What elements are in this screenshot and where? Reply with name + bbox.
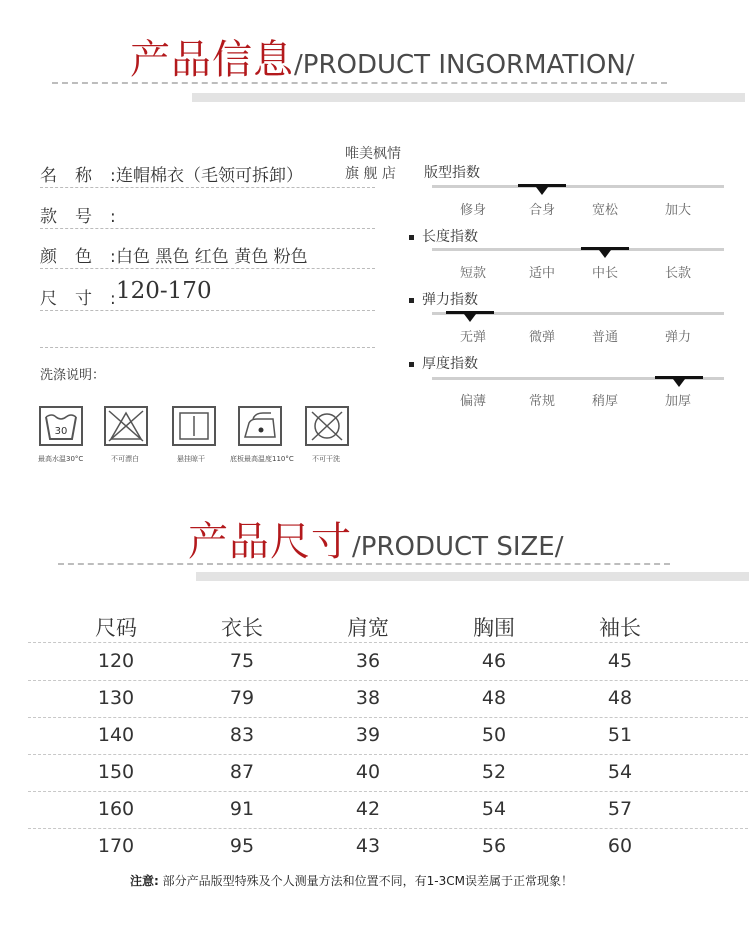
- table-row-divider: [28, 717, 748, 718]
- table-cell: 48: [607, 687, 633, 709]
- no-dry-clean-icon: [304, 405, 350, 447]
- scale-option: 偏薄: [459, 394, 486, 409]
- info-title: [130, 28, 635, 85]
- table-cell: 83: [229, 724, 255, 746]
- table-cell: 52: [481, 761, 507, 783]
- size-title-cn: 产品尺寸: [188, 519, 352, 565]
- table-cell: 43: [355, 835, 381, 857]
- title-dash-divider: [58, 563, 670, 565]
- scale-title-fit: 版型指数: [424, 165, 480, 181]
- table-row: [0, 724, 750, 748]
- info-title-cn: 产品信息: [130, 37, 294, 83]
- scale-track: [432, 248, 724, 251]
- table-row-divider: [28, 642, 748, 643]
- bullet-icon: [409, 362, 414, 367]
- info-value: 120-170: [116, 278, 212, 304]
- scale-option: 普通: [591, 330, 618, 345]
- table-row-divider: [28, 680, 748, 681]
- wash-caption: 不可干洗: [312, 455, 340, 463]
- title-gray-band: [192, 93, 745, 102]
- table-row-divider: [28, 754, 748, 755]
- scale-pointer-icon: [536, 187, 548, 195]
- wash-title: 洗涤说明：: [40, 368, 106, 383]
- info-value: 连帽棉衣（毛领可拆卸）: [116, 166, 303, 186]
- table-row: [0, 650, 750, 674]
- table-row: [0, 687, 750, 711]
- table-cell: 38: [355, 687, 381, 709]
- bullet-icon: [409, 298, 414, 303]
- table-cell: 36: [355, 650, 381, 672]
- shop-name-line1: 唯美枫情: [345, 146, 401, 162]
- info-divider: [40, 347, 375, 348]
- table-header-chest: 胸围: [473, 616, 515, 640]
- scale-pointer-icon: [599, 250, 611, 258]
- table-cell: 40: [355, 761, 381, 783]
- table-row-divider: [28, 828, 748, 829]
- scale-option: 中长: [591, 266, 618, 281]
- table-cell: 56: [481, 835, 507, 857]
- scale-pointer-icon: [673, 379, 685, 387]
- scale-option: 加厚: [664, 394, 691, 409]
- no-bleach-icon: [103, 405, 149, 447]
- table-cell: 54: [607, 761, 633, 783]
- table-cell: 75: [229, 650, 255, 672]
- scale-option: 短款: [459, 266, 486, 281]
- wash-caption: 悬挂晾干: [177, 455, 205, 463]
- table-cell: 130: [97, 687, 135, 709]
- shop-name-line2: 旗 舰 店: [345, 166, 396, 182]
- scale-option: 加大: [664, 203, 691, 218]
- info-row-size: [40, 280, 375, 311]
- table-cell: 54: [481, 798, 507, 820]
- info-title-en: /PRODUCT INGORMATION/: [294, 50, 635, 80]
- iron-icon: [237, 405, 283, 447]
- size-title: [188, 510, 564, 567]
- table-header-size: 尺码: [95, 616, 137, 640]
- table-cell: 79: [229, 687, 255, 709]
- info-row-name: [40, 157, 375, 188]
- table-cell: 60: [607, 835, 633, 857]
- scale-option: 适中: [528, 266, 555, 281]
- shop-name: [345, 144, 401, 184]
- scale-title-length: 长度指数: [409, 226, 478, 246]
- scale-option: 长款: [664, 266, 691, 281]
- info-row-colors: [40, 238, 375, 269]
- table-cell: 57: [607, 798, 633, 820]
- size-note: [130, 872, 573, 889]
- table-cell: 87: [229, 761, 255, 783]
- table-cell: 120: [97, 650, 135, 672]
- scale-option: 宽松: [591, 203, 618, 218]
- table-row: [0, 798, 750, 822]
- table-row-divider: [28, 791, 748, 792]
- size-note-text: 部分产品版型特殊及个人测量方法和位置不同，有1-3CM误差属于正常现象！: [158, 874, 573, 888]
- table-cell: 48: [481, 687, 507, 709]
- size-note-label: 注意:: [130, 874, 159, 888]
- info-label: 颜色:: [40, 247, 134, 267]
- scale-option: 稍厚: [591, 394, 618, 409]
- wash-30-icon: [38, 405, 84, 447]
- scale-option: 常规: [528, 394, 555, 409]
- wash-caption: 不可漂白: [111, 455, 139, 463]
- table-cell: 51: [607, 724, 633, 746]
- info-label: 名称:: [40, 166, 134, 186]
- wash-caption: 底板最高温度110°C: [230, 455, 294, 463]
- scale-pointer-icon: [464, 314, 476, 322]
- table-cell: 50: [481, 724, 507, 746]
- table-cell: 160: [97, 798, 135, 820]
- size-title-en: /PRODUCT SIZE/: [352, 532, 564, 562]
- scale-title-thickness: 厚度指数: [409, 353, 478, 373]
- scale-option: 修身: [459, 203, 486, 218]
- scale-option: 微弹: [528, 330, 555, 345]
- table-cell: 46: [481, 650, 507, 672]
- table-cell: 95: [229, 835, 255, 857]
- table-cell: 42: [355, 798, 381, 820]
- table-row: [0, 761, 750, 785]
- table-cell: 140: [97, 724, 135, 746]
- scale-option: 弹力: [664, 330, 691, 345]
- table-cell: 150: [97, 761, 135, 783]
- title-dash-divider: [52, 82, 667, 84]
- hang-dry-icon: [171, 405, 217, 447]
- scale-track: [432, 185, 724, 188]
- bullet-icon: [409, 235, 414, 240]
- wash-caption: 最高水温30°C: [38, 455, 84, 463]
- info-value: 白色 黑色 红色 黄色 粉色: [116, 247, 308, 267]
- table-row: [0, 835, 750, 859]
- table-cell: 91: [229, 798, 255, 820]
- table-header-shoulder: 肩宽: [347, 616, 389, 640]
- table-cell: 45: [607, 650, 633, 672]
- info-row-style-no: [40, 198, 375, 229]
- table-header-length: 衣长: [221, 616, 263, 640]
- table-header-sleeve: 袖长: [599, 616, 641, 640]
- scale-title-elasticity: 弹力指数: [409, 289, 478, 309]
- svg-text:30: 30: [54, 426, 68, 437]
- info-label: 尺寸:: [40, 289, 134, 309]
- scale-option: 无弹: [459, 330, 486, 345]
- table-cell: 170: [97, 835, 135, 857]
- info-label: 款号:: [40, 207, 134, 227]
- title-gray-band: [196, 572, 749, 581]
- scale-option: 合身: [528, 203, 555, 218]
- table-cell: 39: [355, 724, 381, 746]
